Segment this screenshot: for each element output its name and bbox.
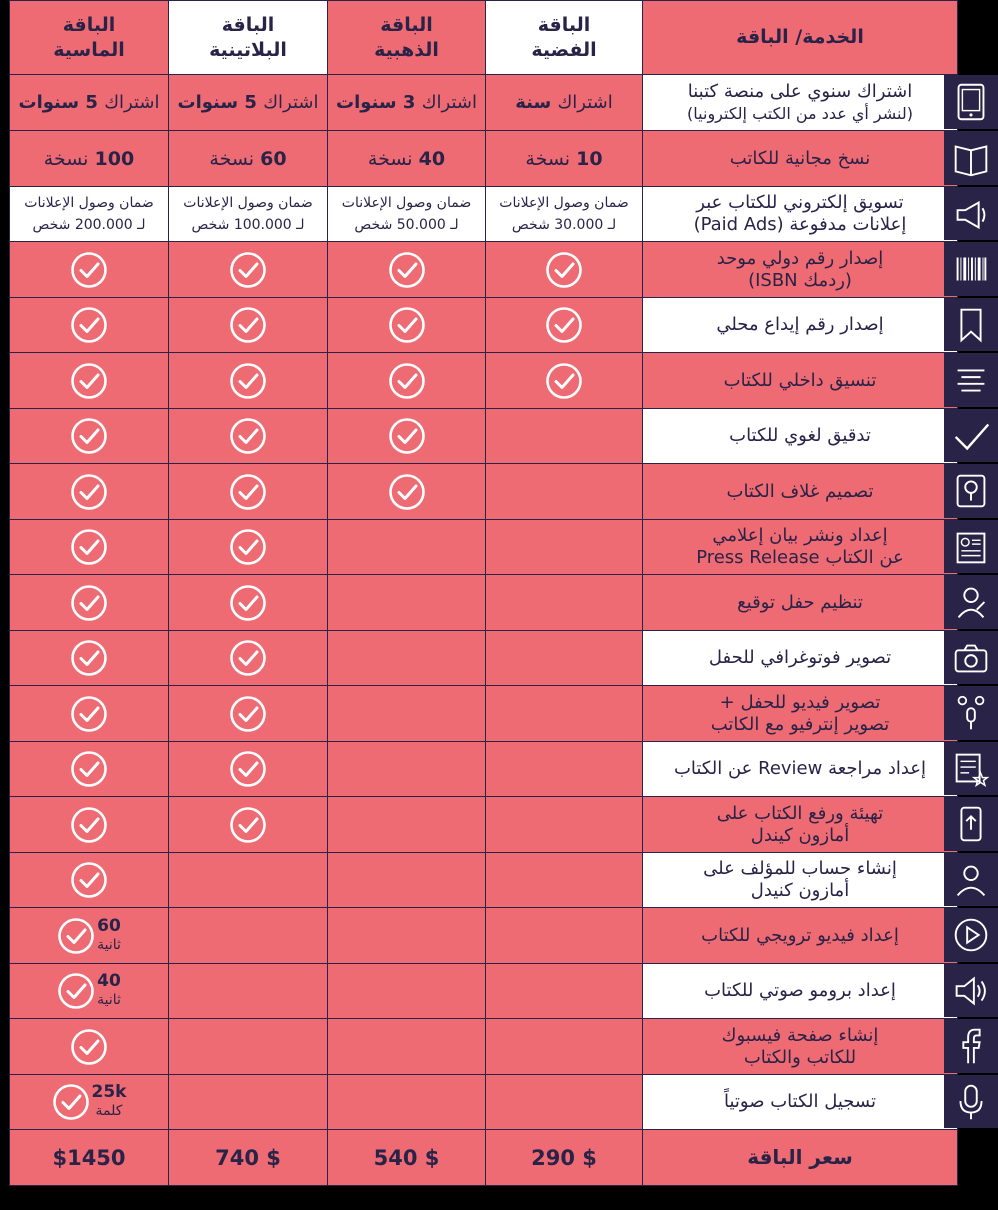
service-line2: أمازون كيندل (750, 824, 850, 846)
feature-cell-diamond (10, 520, 169, 575)
feature-row (10, 853, 958, 908)
service-line1: إعداد برومو صوتي للكتاب (704, 980, 896, 1001)
included-check-icon (70, 750, 108, 788)
feature-cell-gold (328, 464, 486, 520)
plan-header-line2: الذهبية (374, 38, 439, 61)
ads-line1: ضمان وصول الإعلانات (341, 195, 472, 211)
feature-cell-diamond (10, 353, 169, 409)
quantity-label (92, 1083, 127, 1121)
feature-cell-silver (486, 520, 643, 575)
text-align-icon (944, 353, 998, 407)
feature-row (10, 742, 958, 797)
user-account-icon (944, 853, 998, 906)
included-check-icon (229, 584, 267, 622)
feature-cell-gold (328, 631, 486, 686)
feature-row (10, 1075, 958, 1130)
included-check-icon (70, 306, 108, 344)
included-check-icon (388, 306, 426, 344)
included-check-icon (70, 251, 108, 289)
quantity-number: 25k (91, 1082, 127, 1102)
service-name (643, 1019, 958, 1075)
subscription-platinum (169, 75, 328, 131)
design-icon (944, 464, 998, 518)
book-icon (944, 131, 998, 185)
check-with-label (10, 1083, 168, 1121)
service-name (643, 631, 958, 686)
service-line2: تصوير إنترفيو مع الكاتب (710, 713, 890, 735)
service-line2: أمازون كنيدل (750, 880, 850, 901)
service-subscription (643, 75, 958, 131)
service-line2: (لنشر أي عدد من الكتب إلكترونيا) (687, 103, 913, 123)
included-check-icon (388, 251, 426, 289)
feature-row (10, 409, 958, 464)
ads-line1: ضمان وصول الإعلانات (499, 195, 629, 211)
service-name (643, 742, 958, 797)
feature-cell-platinum (169, 908, 328, 964)
feature-cell-diamond (10, 686, 169, 742)
feature-cell-gold (328, 742, 486, 797)
ads-platinum (169, 187, 328, 242)
feature-cell-silver (486, 908, 643, 964)
included-check-icon (229, 306, 267, 344)
service-name (643, 1075, 958, 1130)
ads-row (10, 187, 958, 242)
copies-number: 40 (418, 147, 446, 170)
feature-cell-silver (486, 242, 643, 298)
checkmark-icon (944, 409, 998, 462)
feature-cell-diamond (10, 1075, 169, 1130)
feature-cell-diamond (10, 409, 169, 464)
service-line1: تصوير فوتوغرافي للحفل (708, 647, 892, 668)
ads-gold (328, 187, 486, 242)
feature-cell-silver (486, 575, 643, 631)
check-with-label (10, 917, 168, 955)
service-line1: تهيئة ورفع الكتاب على (716, 802, 884, 824)
included-check-icon (70, 417, 108, 455)
plan-header-line1: الباقة (537, 13, 591, 36)
service-line1: إصدار رقم دولي موحد (716, 247, 884, 269)
service-name (643, 797, 958, 853)
service-name (643, 853, 958, 908)
service-name (643, 908, 958, 964)
feature-row (10, 242, 958, 298)
service-line1: إنشاء صفحة فيسبوك (721, 1024, 879, 1046)
price-diamond: $1450 (10, 1130, 169, 1186)
feature-cell-platinum (169, 575, 328, 631)
service-line1: تسجيل الكتاب صوتياً (724, 1091, 876, 1112)
ads-line2: لـ 30.000 شخص (511, 217, 617, 233)
subscription-gold (328, 75, 486, 131)
included-check-icon (70, 806, 108, 844)
interview-microphone-icon (944, 686, 998, 740)
copies-unit: نسخة (525, 147, 571, 170)
included-check-icon (388, 362, 426, 400)
microphone-icon (944, 1075, 998, 1128)
feature-row (10, 464, 958, 520)
feature-cell-diamond (10, 908, 169, 964)
service-line2: للكاتب والكتاب (743, 1046, 857, 1068)
play-icon (944, 908, 998, 962)
quantity-unit: ثانية (97, 936, 121, 953)
subscription-prefix: اشتراك (421, 92, 477, 113)
included-check-icon (388, 473, 426, 511)
ads-line1: ضمان وصول الإعلانات (183, 195, 313, 211)
feature-cell-silver (486, 353, 643, 409)
service-line2: عن الكتاب Press Release (696, 547, 904, 568)
facebook-icon (944, 1019, 998, 1073)
copies-platinum (169, 131, 328, 187)
feature-cell-platinum (169, 853, 328, 908)
feature-cell-gold (328, 242, 486, 298)
speaker-icon (944, 964, 998, 1017)
service-line1: إصدار رقم إيداع محلي (716, 314, 884, 335)
feature-cell-silver (486, 964, 643, 1019)
feature-cell-gold (328, 520, 486, 575)
copies-unit: نسخة (43, 147, 89, 170)
ads-line2: لـ 100.000 شخص (191, 217, 305, 233)
feature-row (10, 631, 958, 686)
feature-cell-diamond (10, 1019, 169, 1075)
feature-cell-diamond (10, 242, 169, 298)
service-line1: إعداد فيديو ترويجي للكتاب (701, 924, 899, 946)
included-check-icon (229, 417, 267, 455)
subscription-row (10, 75, 958, 131)
feature-cell-silver (486, 686, 643, 742)
included-check-icon (70, 473, 108, 511)
feature-cell-diamond (10, 797, 169, 853)
service-line1: تصميم غلاف الكتاب (726, 480, 874, 502)
feature-cell-platinum (169, 353, 328, 409)
feature-cell-platinum (169, 409, 328, 464)
feature-cell-gold (328, 908, 486, 964)
included-check-icon (57, 972, 95, 1010)
included-check-icon (57, 917, 95, 955)
feature-cell-silver (486, 1075, 643, 1130)
quantity-unit: كلمة (95, 1103, 123, 1119)
quantity-unit: ثانية (97, 992, 121, 1008)
price-silver: 290 $ (486, 1130, 643, 1186)
feature-cell-diamond (10, 464, 169, 520)
service-copies: نسخ مجانية للكاتب (643, 131, 958, 187)
included-check-icon (70, 695, 108, 733)
feature-row (10, 964, 958, 1019)
feature-cell-silver (486, 797, 643, 853)
ads-line2: لـ 50.000 شخص (354, 217, 459, 233)
service-name (643, 242, 958, 298)
service-line1: تصوير فيديو للحفل + (719, 691, 881, 713)
included-check-icon (388, 417, 426, 455)
feature-cell-gold (328, 298, 486, 353)
service-name (643, 686, 958, 742)
feature-cell-platinum (169, 464, 328, 520)
included-check-icon (70, 861, 108, 899)
newspaper-icon (944, 520, 998, 573)
feature-cell-silver (486, 298, 643, 353)
header-row (10, 1, 958, 75)
plan-header-line1: الباقة (62, 13, 116, 36)
service-name (643, 298, 958, 353)
service-name (643, 353, 958, 409)
service-name (643, 964, 958, 1019)
subscription-prefix: اشتراك (104, 92, 160, 113)
plan-header-diamond (10, 1, 169, 75)
feature-cell-platinum (169, 1019, 328, 1075)
upload-device-icon (944, 797, 998, 851)
service-name (643, 520, 958, 575)
plan-header-gold (328, 1, 486, 75)
service-line2: (ردمك ISBN) (748, 269, 852, 291)
included-check-icon (545, 306, 583, 344)
feature-row (10, 686, 958, 742)
included-check-icon (229, 362, 267, 400)
subscription-prefix: اشتراك (263, 92, 319, 113)
feature-cell-diamond (10, 298, 169, 353)
included-check-icon (70, 528, 108, 566)
copies-gold (328, 131, 486, 187)
service-line1: إعداد مراجعة Review عن الكتاب (673, 758, 927, 779)
quantity-number: 60 (97, 915, 121, 936)
service-line1: اشتراك سنوي على منصة كتبنا (687, 80, 913, 102)
subscription-silver (486, 75, 643, 131)
copies-unit: نسخة (209, 147, 255, 170)
feature-row (10, 908, 958, 964)
service-line1: إنشاء حساب للمؤلف على (703, 858, 897, 879)
plan-header-line2: البلاتينية (209, 38, 287, 61)
subscription-prefix: اشتراك (557, 92, 613, 113)
included-check-icon (70, 639, 108, 677)
included-check-icon (70, 584, 108, 622)
service-line1: إعداد ونشر بيان إعلامي (712, 525, 888, 546)
feature-cell-diamond (10, 853, 169, 908)
copies-row (10, 131, 958, 187)
feature-cell-gold (328, 575, 486, 631)
feature-cell-platinum (169, 631, 328, 686)
included-check-icon (229, 528, 267, 566)
camera-icon (944, 631, 998, 684)
barcode-icon (944, 242, 998, 296)
feature-cell-silver (486, 631, 643, 686)
review-star-icon (944, 742, 998, 795)
feature-cell-gold (328, 964, 486, 1019)
feature-row (10, 797, 958, 853)
feature-row (10, 575, 958, 631)
tablet-icon (944, 75, 998, 129)
feature-row (10, 520, 958, 575)
pricing-table (9, 0, 958, 1186)
feature-cell-diamond (10, 964, 169, 1019)
plan-header-line1: الباقة (380, 13, 433, 36)
feature-cell-platinum (169, 964, 328, 1019)
included-check-icon (229, 473, 267, 511)
quantity-label (97, 972, 121, 1010)
service-line1: تسويق إلكتروني للكتاب عبر (696, 192, 904, 213)
plan-header-line2: الماسية (53, 38, 125, 61)
service-line1: تنظيم حفل توقيع (737, 591, 863, 613)
copies-number: 10 (576, 147, 603, 170)
quantity-label (97, 917, 121, 955)
plan-header-line2: الفضية (531, 38, 597, 61)
feature-cell-gold (328, 353, 486, 409)
price-row (10, 1130, 958, 1186)
feature-cell-platinum (169, 797, 328, 853)
included-check-icon (229, 695, 267, 733)
service-ads (643, 187, 958, 242)
subscription-duration: 5 سنوات (18, 92, 98, 113)
included-check-icon (229, 639, 267, 677)
feature-cell-silver (486, 853, 643, 908)
service-line2: إعلانات مدفوعة (Paid Ads) (693, 214, 907, 235)
included-check-icon (70, 362, 108, 400)
ads-diamond (10, 187, 169, 242)
copies-diamond (10, 131, 169, 187)
feature-row (10, 353, 958, 409)
feature-cell-silver (486, 1019, 643, 1075)
feature-cell-platinum (169, 242, 328, 298)
copies-number: 100 (94, 147, 135, 170)
feature-cell-gold (328, 1075, 486, 1130)
feature-cell-gold (328, 853, 486, 908)
feature-cell-diamond (10, 575, 169, 631)
ads-line1: ضمان وصول الإعلانات (24, 195, 154, 211)
feature-row (10, 298, 958, 353)
price-gold: 540 $ (328, 1130, 486, 1186)
included-check-icon (545, 362, 583, 400)
service-name (643, 409, 958, 464)
subscription-duration: 3 سنوات (336, 92, 416, 113)
plan-header-line1: الباقة (221, 13, 275, 36)
included-check-icon (545, 251, 583, 289)
service-name (643, 464, 958, 520)
copies-unit: نسخة (367, 147, 413, 170)
feature-cell-silver (486, 409, 643, 464)
feature-cell-platinum (169, 742, 328, 797)
included-check-icon (70, 1028, 108, 1066)
plan-header-platinum (169, 1, 328, 75)
price-platinum: 740 $ (169, 1130, 328, 1186)
feature-cell-platinum (169, 520, 328, 575)
feature-cell-platinum (169, 1075, 328, 1130)
author-signing-icon (944, 575, 998, 629)
included-check-icon (229, 251, 267, 289)
service-line1: تنسيق داخلي للكتاب (723, 369, 877, 391)
feature-cell-gold (328, 797, 486, 853)
included-check-icon (229, 750, 267, 788)
feature-cell-gold (328, 1019, 486, 1075)
plan-header-silver (486, 1, 643, 75)
ads-line2: لـ 200.000 شخص (32, 217, 146, 233)
feature-cell-diamond (10, 742, 169, 797)
service-name (643, 575, 958, 631)
subscription-diamond (10, 75, 169, 131)
check-with-label (10, 972, 168, 1010)
subscription-duration: 5 سنوات (177, 92, 257, 113)
subscription-duration: سنة (515, 92, 552, 113)
service-header: الخدمة/ الباقة (643, 1, 958, 75)
ads-silver (486, 187, 643, 242)
feature-row (10, 1019, 958, 1075)
feature-cell-platinum (169, 298, 328, 353)
feature-cell-platinum (169, 686, 328, 742)
megaphone-icon (944, 187, 998, 240)
feature-cell-diamond (10, 631, 169, 686)
feature-cell-gold (328, 686, 486, 742)
price-label: سعر الباقة (643, 1130, 958, 1186)
feature-cell-gold (328, 409, 486, 464)
feature-cell-silver (486, 464, 643, 520)
copies-silver (486, 131, 643, 187)
bookmark-icon (944, 298, 998, 351)
quantity-number: 40 (97, 971, 121, 991)
included-check-icon (52, 1083, 90, 1121)
included-check-icon (229, 806, 267, 844)
feature-cell-silver (486, 742, 643, 797)
service-line1: تدقيق لغوي للكتاب (729, 425, 871, 446)
copies-number: 60 (260, 147, 287, 170)
